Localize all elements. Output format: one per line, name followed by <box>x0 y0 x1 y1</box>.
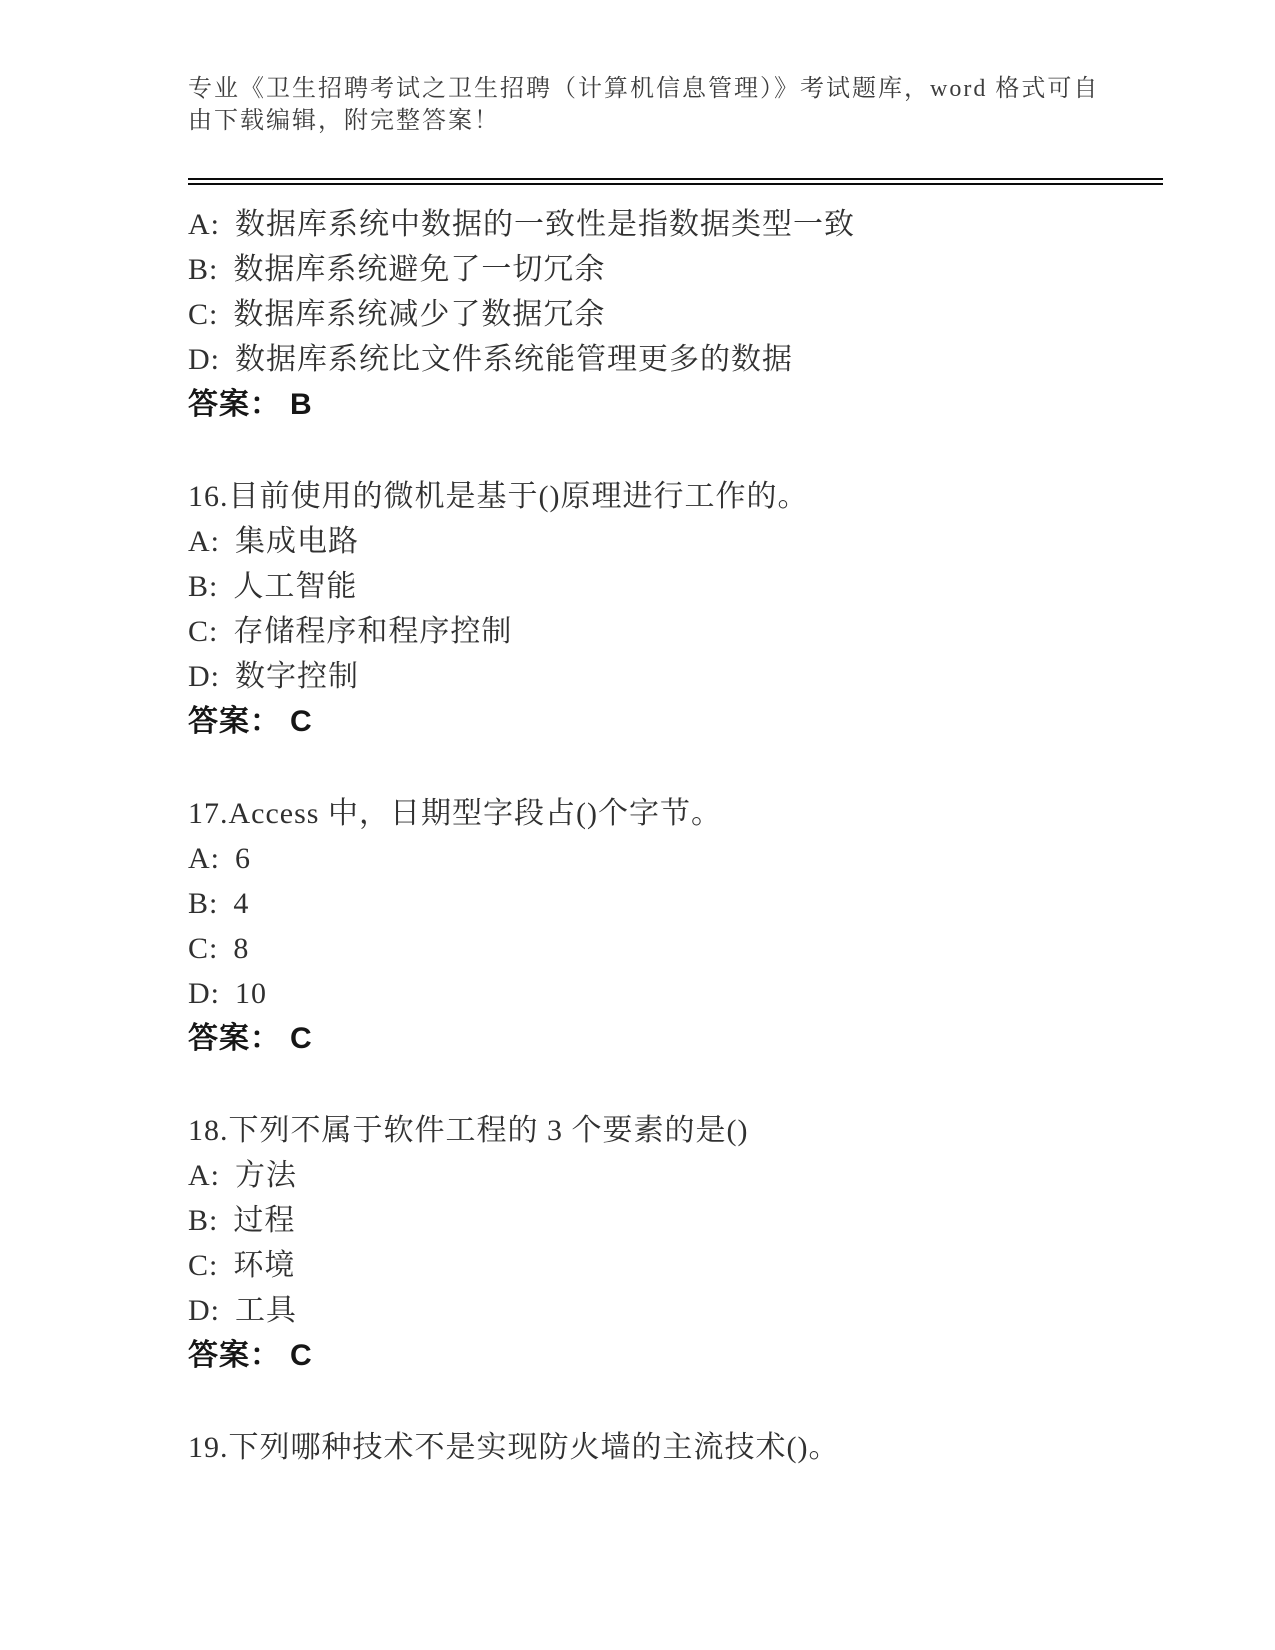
option-row-d <box>188 337 1163 382</box>
option-label: B: <box>188 1204 219 1237</box>
option-label: B: <box>188 570 219 603</box>
option-row-d <box>188 654 1163 699</box>
header-divider <box>188 178 1163 185</box>
answer-row <box>188 1333 1163 1378</box>
option-text: 8 <box>233 932 250 965</box>
answer-row <box>188 382 1163 427</box>
option-row-b <box>188 564 1163 609</box>
option-row-a <box>188 202 1163 247</box>
question-block-16 <box>188 474 1163 744</box>
answer-value: C <box>290 705 313 738</box>
question-block-continued <box>188 202 1163 427</box>
option-label: A: <box>188 525 220 558</box>
option-text: 10 <box>235 977 267 1010</box>
answer-label: 答案： <box>188 388 281 421</box>
option-text: 数据库系统比文件系统能管理更多的数据 <box>235 343 793 376</box>
option-label: C: <box>188 932 219 965</box>
option-label: D: <box>188 660 220 693</box>
answer-value: C <box>290 1339 313 1372</box>
option-row-c <box>188 1243 1163 1288</box>
option-label: A: <box>188 842 220 875</box>
answer-row <box>188 1016 1163 1061</box>
option-row-b <box>188 1198 1163 1243</box>
option-row-c <box>188 609 1163 654</box>
option-text: 存储程序和程序控制 <box>233 615 513 648</box>
option-label: A: <box>188 1159 220 1192</box>
option-row-a <box>188 1153 1163 1198</box>
option-label: D: <box>188 343 220 376</box>
option-text: 数据库系统避免了一切冗余 <box>233 253 606 286</box>
answer-value: C <box>290 1022 313 1055</box>
divider-bottom-line <box>188 183 1163 185</box>
question-text: 16.目前使用的微机是基于()原理进行工作的。 <box>188 480 809 513</box>
option-text: 数据库系统中数据的一致性是指数据类型一致 <box>235 208 855 241</box>
option-row-d <box>188 1288 1163 1333</box>
option-label: B: <box>188 887 219 920</box>
option-label: D: <box>188 977 220 1010</box>
option-row-a <box>188 836 1163 881</box>
answer-row <box>188 699 1163 744</box>
option-text: 4 <box>233 887 250 920</box>
question-text: 19.下列哪种技术不是实现防火墙的主流技术()。 <box>188 1431 840 1464</box>
document-header <box>188 0 1163 137</box>
answer-value: B <box>290 388 313 421</box>
option-label: C: <box>188 615 219 648</box>
question-list <box>188 202 1163 1470</box>
header-text-line2: 由下载编辑，附完整答案！ <box>188 108 500 134</box>
option-text: 数据库系统减少了数据冗余 <box>233 298 606 331</box>
option-label: C: <box>188 1249 219 1282</box>
option-text: 环境 <box>233 1249 296 1282</box>
option-text: 集成电路 <box>235 525 359 558</box>
option-label: C: <box>188 298 219 331</box>
header-text-line1: 专业《卫生招聘考试之卫生招聘（计算机信息管理）》考试题库，word 格式可自 <box>188 76 1100 102</box>
option-label: A: <box>188 208 220 241</box>
question-block-18 <box>188 1108 1163 1378</box>
option-row-b <box>188 247 1163 292</box>
option-label: B: <box>188 253 219 286</box>
answer-label: 答案： <box>188 1022 281 1055</box>
question-block-17 <box>188 791 1163 1061</box>
option-text: 人工智能 <box>233 570 358 603</box>
question-text: 18.下列不属于软件工程的 3 个要素的是() <box>188 1114 749 1147</box>
option-row-b <box>188 881 1163 926</box>
option-text: 过程 <box>233 1204 296 1237</box>
option-label: D: <box>188 1294 220 1327</box>
option-row-c <box>188 292 1163 337</box>
answer-label: 答案： <box>188 705 281 738</box>
option-text: 数字控制 <box>235 660 359 693</box>
question-text: 17.Access 中，日期型字段占()个字节。 <box>188 797 722 830</box>
answer-label: 答案： <box>188 1339 281 1372</box>
option-text: 6 <box>235 842 251 875</box>
option-text: 工具 <box>235 1294 297 1327</box>
option-row-d <box>188 971 1163 1016</box>
question-block-19 <box>188 1425 1163 1470</box>
option-text: 方法 <box>235 1159 297 1192</box>
option-row-c <box>188 926 1163 971</box>
option-row-a <box>188 519 1163 564</box>
